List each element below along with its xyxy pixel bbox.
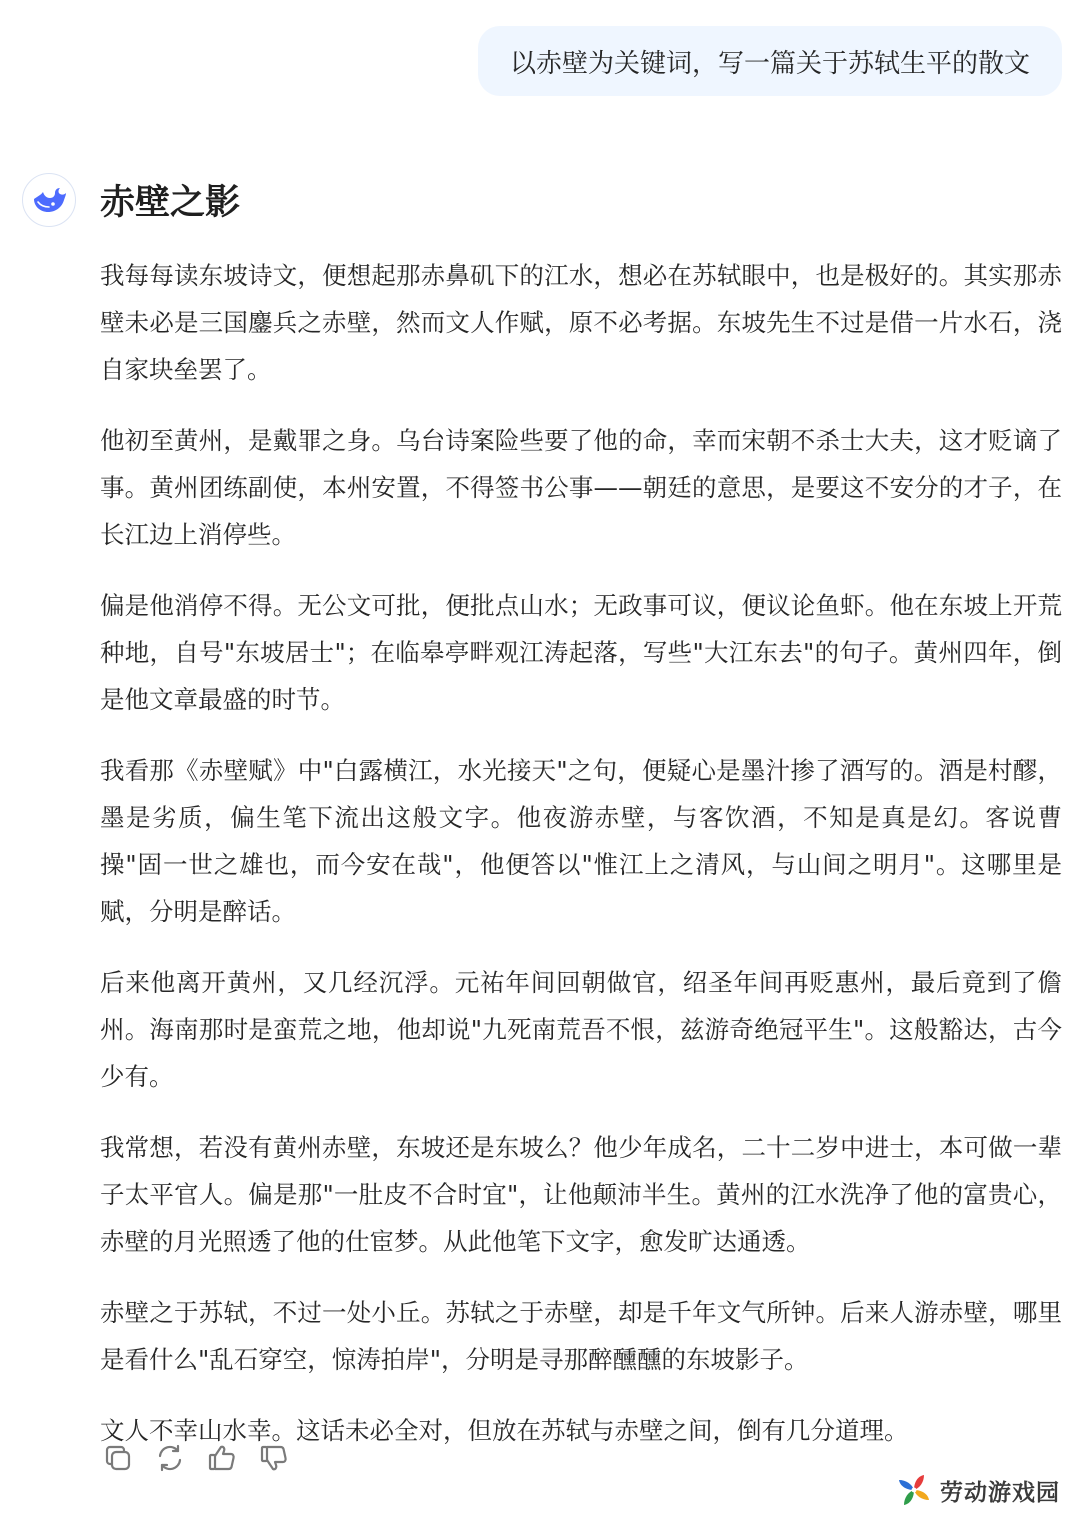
answer-paragraph: 后来他离开黄州，又几经沉浮。元祐年间回朝做官，绍圣年间再贬惠州，最后竟到了儋州。海南那时是蛮荒之地，他却说"九死南荒吾不恨，兹游奇绝冠平生"。这般豁达，古今少有。	[100, 968, 1062, 1091]
thumbs-down-icon	[258, 1442, 290, 1474]
watermark-text: 劳动游戏园	[940, 1478, 1060, 1506]
pinwheel-logo-icon	[894, 1470, 934, 1510]
user-message-text: 以赤壁为关键词，写一篇关于苏轼生平的散文	[509, 48, 1030, 79]
answer-paragraph: 我看那《赤壁赋》中"白露横江，水光接天"之句，便疑心是墨汁掺了酒写的。酒是村醪，墨是劣质，偏生笔下流出这般文字。他夜游赤壁，与客饮酒，不知是真是幻。客说曹操"固一世之雄也，而今安在哉"，他便答以"惟江上之清风，与山间之明月"。这哪里是赋，分明是醉话。	[100, 756, 1062, 926]
answer-paragraph: 他初至黄州，是戴罪之身。乌台诗案险些要了他的命，幸而宋朝不杀士大夫，这才贬谪了事。黄州团练副使，本州安置，不得签书公事——朝廷的意思，是要这不安分的才子，在长江边上消停些。	[100, 426, 1062, 549]
watermark	[894, 1470, 1060, 1510]
answer-title: 赤壁之影	[100, 183, 241, 223]
refresh-icon	[154, 1442, 186, 1474]
answer-paragraph: 我常想，若没有黄州赤壁，东坡还是东坡么？他少年成名，二十二岁中进士，本可做一辈子太平官人。偏是那"一肚皮不合时宜"，让他颠沛半生。黄州的江水洗净了他的富贵心，赤壁的月光照透了他的仕宦梦。从此他笔下文字，愈发旷达通透。	[100, 1133, 1062, 1256]
like-button[interactable]	[202, 1438, 242, 1478]
copy-icon	[102, 1442, 134, 1474]
message-action-bar	[98, 1438, 294, 1478]
copy-button[interactable]	[98, 1438, 138, 1478]
answer-paragraph: 偏是他消停不得。无公文可批，便批点山水；无政事可议，便议论鱼虾。他在东坡上开荒种地，自号"东坡居士"；在临皋亭畔观江涛起落，写些"大江东去"的句子。黄州四年，倒是他文章最盛的时节。	[100, 591, 1062, 714]
dislike-button[interactable]	[254, 1438, 294, 1478]
answer-paragraph: 文人不幸山水幸。这话未必全对，但放在苏轼与赤壁之间，倒有几分道理。	[100, 1416, 909, 1445]
assistant-avatar	[22, 173, 76, 227]
thumbs-up-icon	[206, 1442, 238, 1474]
answer-paragraph: 赤壁之于苏轼，不过一处小丘。苏轼之于赤壁，却是千年文气所钟。后来人游赤壁，哪里是看什么"乱石穿空，惊涛拍岸"，分明是寻那醉醺醺的东坡影子。	[100, 1298, 1062, 1374]
regenerate-button[interactable]	[150, 1438, 190, 1478]
answer-paragraph: 我每每读东坡诗文，便想起那赤鼻矶下的江水，想必在苏轼眼中，也是极好的。其实那赤壁未必是三国鏖兵之赤壁，然而文人作赋，原不必考据。东坡先生不过是借一片水石，浇自家块垒罢了。	[100, 261, 1062, 384]
user-message-bubble	[478, 26, 1062, 96]
whale-logo-icon	[31, 185, 67, 215]
answer-body	[100, 252, 1062, 1478]
